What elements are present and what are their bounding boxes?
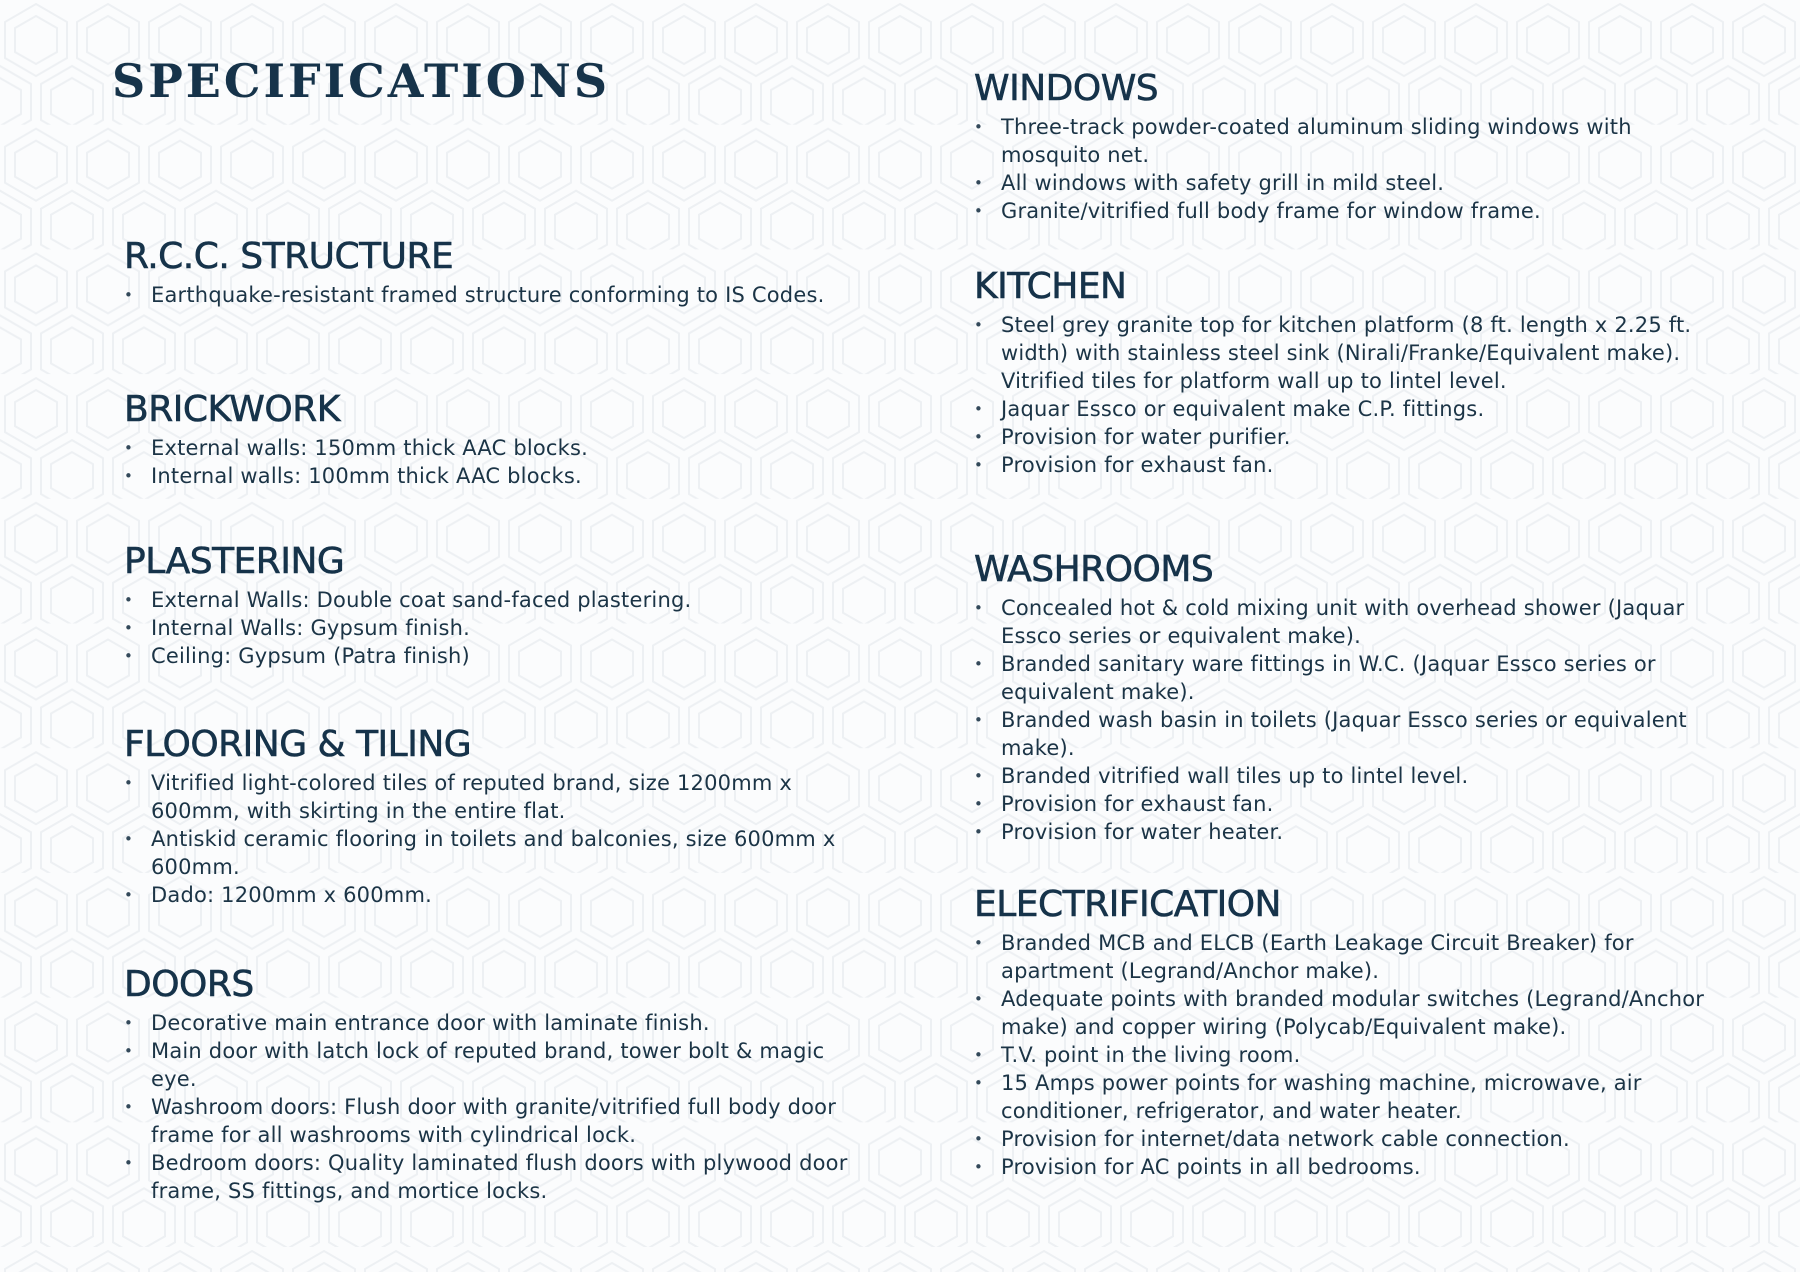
- spec-list: [974, 929, 1714, 1181]
- list-item: • Branded wash basin in toilets (Jaquar Essco series or equivalent make).: [974, 706, 1714, 762]
- list-item: • Three-track powder-coated aluminum sliding windows with mosquito net.: [974, 113, 1714, 169]
- list-item: • Provision for exhaust fan.: [974, 790, 1714, 818]
- list-item: • Jaquar Essco or equivalent make C.P. fittings.: [974, 395, 1714, 423]
- section-heading: BRICKWORK: [124, 389, 340, 430]
- spec-list: [124, 434, 864, 490]
- list-item: • Main door with latch lock of reputed brand, tower bolt & magic eye.: [124, 1037, 864, 1093]
- list-item: • Decorative main entrance door with laminate finish.: [124, 1009, 864, 1037]
- spec-list: [124, 281, 864, 309]
- section-heading: R.C.C. STRUCTURE: [124, 236, 454, 277]
- section-flooring-tiling: [124, 724, 864, 909]
- list-item: • Vitrified light-colored tiles of reputed brand, size 1200mm x 600mm, with skirting in the entire flat.: [124, 769, 864, 825]
- section-heading: ELECTRIFICATION: [974, 884, 1281, 925]
- list-item: • Bedroom doors: Quality laminated flush doors with plywood door frame, SS fittings, and mortice locks.: [124, 1149, 864, 1205]
- list-item: • Provision for internet/data network cable connection.: [974, 1125, 1714, 1153]
- list-item: • Antiskid ceramic flooring in toilets and balconies, size 600mm x 600mm.: [124, 825, 864, 881]
- section-heading: WASHROOMS: [974, 549, 1214, 590]
- section-heading: PLASTERING: [124, 541, 345, 582]
- list-item: • Washroom doors: Flush door with granite/vitrified full body door frame for all washrooms with cylindrical lock.: [124, 1093, 864, 1149]
- section-brickwork: [124, 389, 864, 490]
- section-electrification: [974, 884, 1714, 1181]
- section-doors: [124, 964, 864, 1205]
- page-title: SPECIFICATIONS: [112, 54, 611, 108]
- list-item: • Provision for water purifier.: [974, 423, 1714, 451]
- list-item: • 15 Amps power points for washing machine, microwave, air conditioner, refrigerator, and water heater.: [974, 1069, 1714, 1125]
- spec-list: [974, 113, 1714, 225]
- list-item: • Adequate points with branded modular switches (Legrand/Anchor make) and copper wiring (Polycab/Equivalent make).: [974, 985, 1714, 1041]
- list-item: • Provision for water heater.: [974, 818, 1714, 846]
- list-item: • Concealed hot & cold mixing unit with overhead shower (Jaquar Essco series or equivalent make).: [974, 594, 1714, 650]
- list-item: • Dado: 1200mm x 600mm.: [124, 881, 864, 909]
- list-item: • Internal Walls: Gypsum finish.: [124, 614, 864, 642]
- list-item: • Steel grey granite top for kitchen platform (8 ft. length x 2.25 ft. width) with stainless steel sink (Nirali/Franke/Equivalent make). Vitrified tiles for platform wall up to lintel level.: [974, 311, 1714, 395]
- section-heading: DOORS: [124, 964, 254, 1005]
- list-item: • Internal walls: 100mm thick AAC blocks.: [124, 462, 864, 490]
- list-item: • Granite/vitrified full body frame for window frame.: [974, 197, 1714, 225]
- section-windows: [974, 68, 1714, 225]
- spec-list: [974, 594, 1714, 846]
- list-item: • Provision for AC points in all bedrooms.: [974, 1153, 1714, 1181]
- list-item: • All windows with safety grill in mild steel.: [974, 169, 1714, 197]
- list-item: • Earthquake-resistant framed structure conforming to IS Codes.: [124, 281, 864, 309]
- section-kitchen: [974, 266, 1714, 479]
- spec-list: [124, 586, 864, 670]
- list-item: • Branded sanitary ware fittings in W.C. (Jaquar Essco series or equivalent make).: [974, 650, 1714, 706]
- section-heading: WINDOWS: [974, 68, 1159, 109]
- list-item: • Branded MCB and ELCB (Earth Leakage Circuit Breaker) for apartment (Legrand/Anchor make).: [974, 929, 1714, 985]
- section-plastering: [124, 541, 864, 670]
- list-item: • Ceiling: Gypsum (Patra finish): [124, 642, 864, 670]
- spec-list: [974, 311, 1714, 479]
- list-item: • T.V. point in the living room.: [974, 1041, 1714, 1069]
- section-rcc-structure: [124, 236, 864, 309]
- list-item: • External walls: 150mm thick AAC blocks.: [124, 434, 864, 462]
- section-heading: FLOORING & TILING: [124, 724, 472, 765]
- section-heading: KITCHEN: [974, 266, 1127, 307]
- spec-list: [124, 769, 864, 909]
- spec-list: [124, 1009, 864, 1205]
- list-item: • External Walls: Double coat sand-faced plastering.: [124, 586, 864, 614]
- list-item: • Branded vitrified wall tiles up to lintel level.: [974, 762, 1714, 790]
- list-item: • Provision for exhaust fan.: [974, 451, 1714, 479]
- section-washrooms: [974, 549, 1714, 846]
